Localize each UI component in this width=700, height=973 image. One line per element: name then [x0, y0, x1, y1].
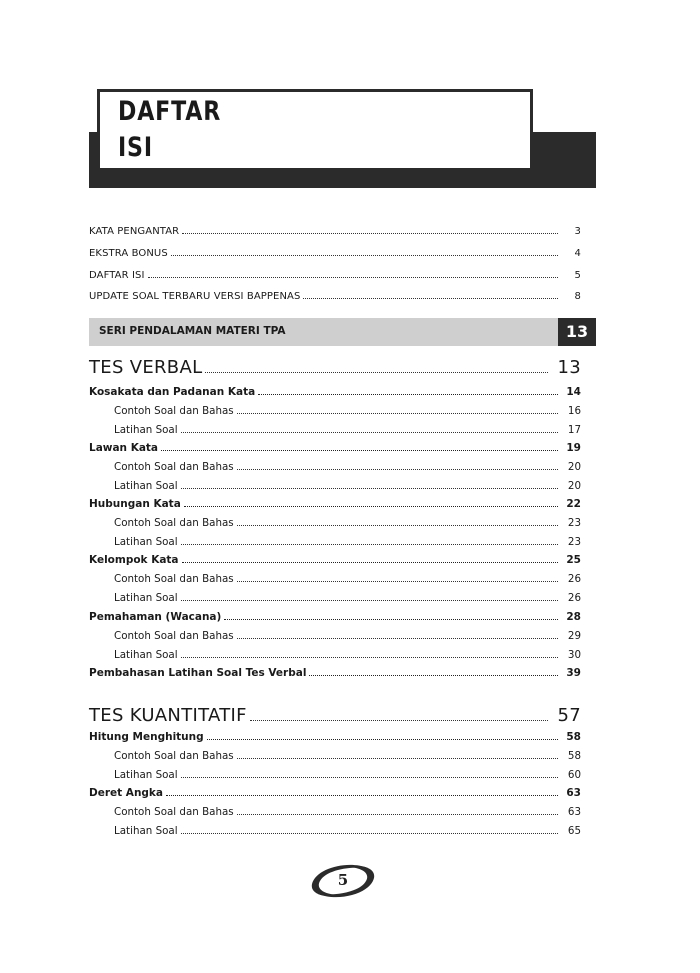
toc-entry-page: 16 — [567, 405, 581, 417]
toc-entry-page: 4 — [574, 248, 581, 259]
series-band-label: SERI PENDALAMAN MATERI TPA — [99, 325, 286, 337]
dot-leader — [181, 657, 558, 658]
toc-section[interactable] — [89, 785, 581, 799]
toc-entry-page: 3 — [574, 226, 581, 237]
toc-subentry[interactable] — [89, 628, 581, 642]
dot-leader — [181, 833, 558, 834]
toc-section[interactable] — [89, 729, 581, 743]
dot-leader — [182, 562, 558, 563]
toc-subentry[interactable] — [89, 478, 581, 492]
toc-entry-page: 20 — [567, 461, 581, 473]
toc-subentry[interactable] — [89, 823, 581, 837]
toc-entry-label: Latihan Soal — [114, 592, 178, 604]
toc-entry-label: Latihan Soal — [114, 480, 178, 492]
toc-section[interactable] — [89, 665, 581, 679]
toc-section[interactable] — [89, 384, 581, 398]
toc-entry-page: 58 — [566, 731, 581, 743]
dot-leader — [250, 720, 548, 721]
dot-leader — [182, 233, 558, 234]
toc-entry-label: DAFTAR ISI — [89, 270, 145, 281]
dot-leader — [148, 277, 559, 278]
toc-heading-label: TES KUANTITATIF — [89, 705, 247, 726]
toc-subentry[interactable] — [89, 748, 581, 762]
toc-entry-label: Latihan Soal — [114, 536, 178, 548]
dot-leader — [224, 619, 558, 620]
toc-subentry[interactable] — [89, 590, 581, 604]
toc-entry-page: 5 — [574, 270, 581, 281]
toc-entry-page: 63 — [566, 787, 581, 799]
toc-entry-page: 28 — [566, 611, 581, 623]
toc-entry-label: Hitung Menghitung — [89, 731, 204, 743]
toc-entry-label: EKSTRA BONUS — [89, 248, 168, 259]
toc-entry-label: Latihan Soal — [114, 769, 178, 781]
toc-entry-page: 19 — [566, 442, 581, 454]
dot-leader — [181, 600, 558, 601]
toc-entry-page: 65 — [567, 825, 581, 837]
toc-entry-label: Lawan Kata — [89, 442, 159, 454]
toc-section[interactable] — [89, 609, 581, 623]
toc-entry-label: Contoh Soal dan Bahas — [114, 405, 234, 417]
dot-leader — [258, 394, 558, 395]
toc-heading-tes-verbal[interactable] — [89, 354, 581, 378]
toc-subentry[interactable] — [89, 459, 581, 473]
toc-entry-update-soal[interactable] — [89, 288, 581, 302]
dot-leader — [237, 581, 558, 582]
toc-entry-page: 23 — [567, 536, 581, 548]
toc-entry-label: Contoh Soal dan Bahas — [114, 517, 234, 529]
toc-entry-page: 29 — [567, 630, 581, 642]
toc-subentry[interactable] — [89, 403, 581, 417]
dot-leader — [181, 488, 558, 489]
dot-leader — [237, 525, 558, 526]
dot-leader — [181, 544, 558, 545]
page-title-line-1: DAFTAR — [118, 96, 222, 127]
toc-subentry[interactable] — [89, 422, 581, 436]
toc-heading-page: 57 — [557, 705, 581, 726]
dot-leader — [184, 506, 558, 507]
toc-entry-label: Deret Angka — [89, 787, 163, 799]
page-number: 5 — [337, 871, 349, 889]
toc-entry-page: 22 — [566, 498, 581, 510]
toc-subentry[interactable] — [89, 767, 581, 781]
toc-subentry[interactable] — [89, 647, 581, 661]
toc-entry-label: Hubungan Kata — [89, 498, 181, 510]
series-band — [89, 318, 596, 346]
toc-entry-ekstra-bonus[interactable] — [89, 245, 581, 259]
toc-entry-kata-pengantar[interactable] — [89, 223, 581, 237]
toc-entry-label: Kelompok Kata — [89, 554, 179, 566]
toc-entry-label: Pemahaman (Wacana) — [89, 611, 222, 623]
dot-leader — [161, 450, 558, 451]
toc-entry-page: 8 — [574, 291, 581, 302]
toc-subentry[interactable] — [89, 804, 581, 818]
dot-leader — [205, 372, 548, 373]
toc-entry-label: KATA PENGANTAR — [89, 226, 180, 237]
dot-leader — [207, 739, 558, 740]
toc-entry-label: Contoh Soal dan Bahas — [114, 750, 234, 762]
dot-leader — [309, 675, 558, 676]
toc-entry-label: Contoh Soal dan Bahas — [114, 630, 234, 642]
toc-subentry[interactable] — [89, 515, 581, 529]
toc-subentry[interactable] — [89, 534, 581, 548]
page-number-emblem — [308, 862, 378, 900]
toc-subentry[interactable] — [89, 571, 581, 585]
dot-leader — [181, 432, 558, 433]
dot-leader — [237, 638, 558, 639]
toc-entry-page: 26 — [567, 592, 581, 604]
toc-entry-label: Latihan Soal — [114, 424, 178, 436]
dot-leader — [181, 777, 558, 778]
toc-entry-label: UPDATE SOAL TERBARU VERSI BAPPENAS — [89, 291, 301, 302]
toc-entry-label: Latihan Soal — [114, 649, 178, 661]
toc-entry-label: Kosakata dan Padanan Kata — [89, 386, 256, 398]
toc-entry-page: 39 — [566, 667, 581, 679]
dot-leader — [171, 255, 558, 256]
title-box — [97, 89, 533, 171]
toc-heading-tes-kuantitatif[interactable] — [89, 702, 581, 726]
dot-leader — [237, 413, 558, 414]
dot-leader — [237, 469, 558, 470]
toc-entry-label: Contoh Soal dan Bahas — [114, 461, 234, 473]
toc-section[interactable] — [89, 496, 581, 510]
series-band-page: 13 — [558, 318, 596, 346]
toc-entry-label: Contoh Soal dan Bahas — [114, 573, 234, 585]
toc-entry-page: 60 — [567, 769, 581, 781]
dot-leader — [237, 814, 558, 815]
toc-entry-page: 17 — [567, 424, 581, 436]
toc-entry-page: 20 — [567, 480, 581, 492]
dot-leader — [166, 795, 558, 796]
dot-leader — [303, 298, 558, 299]
toc-entry-page: 25 — [566, 554, 581, 566]
toc-entry-page: 23 — [567, 517, 581, 529]
toc-entry-page: 14 — [566, 386, 581, 398]
toc-heading-page: 13 — [557, 357, 581, 378]
toc-entry-page: 63 — [567, 806, 581, 818]
dot-leader — [237, 758, 558, 759]
toc-entry-daftar-isi[interactable] — [89, 267, 581, 281]
toc-section[interactable] — [89, 552, 581, 566]
toc-entry-page: 30 — [567, 649, 581, 661]
page-title-line-2: ISI — [118, 132, 153, 163]
toc-entry-page: 26 — [567, 573, 581, 585]
toc-heading-label: TES VERBAL — [89, 357, 203, 378]
toc-section[interactable] — [89, 440, 581, 454]
toc-entry-label: Contoh Soal dan Bahas — [114, 806, 234, 818]
toc-entry-label: Pembahasan Latihan Soal Tes Verbal — [89, 667, 307, 679]
toc-entry-page: 58 — [567, 750, 581, 762]
toc-entry-label: Latihan Soal — [114, 825, 178, 837]
